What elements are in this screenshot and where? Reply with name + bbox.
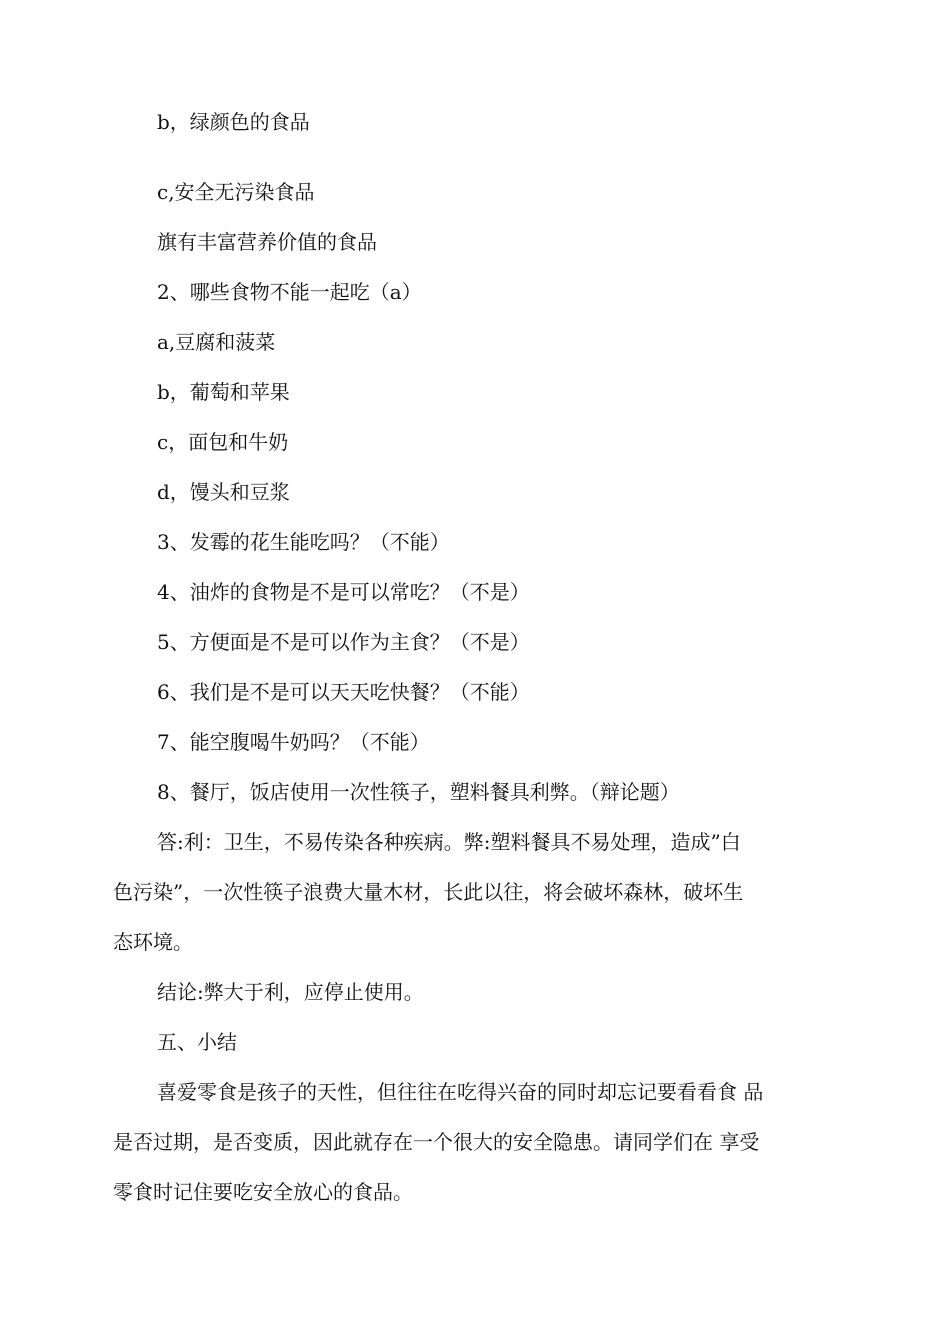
section-heading-summary: 五、小结 bbox=[157, 1030, 237, 1054]
summary-line-1: 喜爱零食是孩子的天性，但往往在吃得兴奋的同时却忘记要看看食 品 bbox=[157, 1080, 764, 1104]
question-4: 4、油炸的食物是不是可以常吃？（不是） bbox=[157, 580, 530, 604]
question-7: 7、能空腹喝牛奶吗？（不能） bbox=[157, 730, 430, 754]
question-2-option-a: a,豆腐和菠菜 bbox=[157, 330, 276, 354]
question-2: 2、哪些食物不能一起吃（a） bbox=[157, 280, 422, 304]
answer-line-3: 态环境。 bbox=[113, 930, 193, 954]
summary-line-3: 零食时记住要吃安全放心的食品。 bbox=[113, 1180, 413, 1204]
question-6: 6、我们是不是可以天天吃快餐？（不能） bbox=[157, 680, 530, 704]
summary-line-2: 是否过期，是否变质，因此就存在一个很大的安全隐患。请同学们在 享受 bbox=[113, 1130, 760, 1154]
option-c-safe-food: c,安全无污染食品 bbox=[157, 180, 315, 204]
conclusion: 结论:弊大于利，应停止使用。 bbox=[157, 980, 424, 1004]
question-3: 3、发霉的花生能吃吗？（不能） bbox=[157, 530, 450, 554]
option-d-nutritious-food: 旗有丰富营养价值的食品 bbox=[157, 230, 377, 254]
question-2-option-b: b，葡萄和苹果 bbox=[157, 380, 290, 404]
question-2-option-c: c，面包和牛奶 bbox=[157, 430, 289, 454]
question-5: 5、方便面是不是可以作为主食？（不是） bbox=[157, 630, 530, 654]
option-b-green-food: b，绿颜色的食品 bbox=[157, 110, 310, 134]
answer-line-1: 答:利：卫生，不易传染各种疾病。弊:塑料餐具不易处理，造成”白 bbox=[157, 830, 741, 854]
question-8: 8、餐厅，饭店使用一次性筷子，塑料餐具利弊。（辩论题） bbox=[157, 780, 680, 804]
question-2-option-d: d，馒头和豆浆 bbox=[157, 480, 290, 504]
answer-line-2: 色污染”，一次性筷子浪费大量木材，长此以往，将会破坏森林，破坏生 bbox=[113, 880, 744, 904]
